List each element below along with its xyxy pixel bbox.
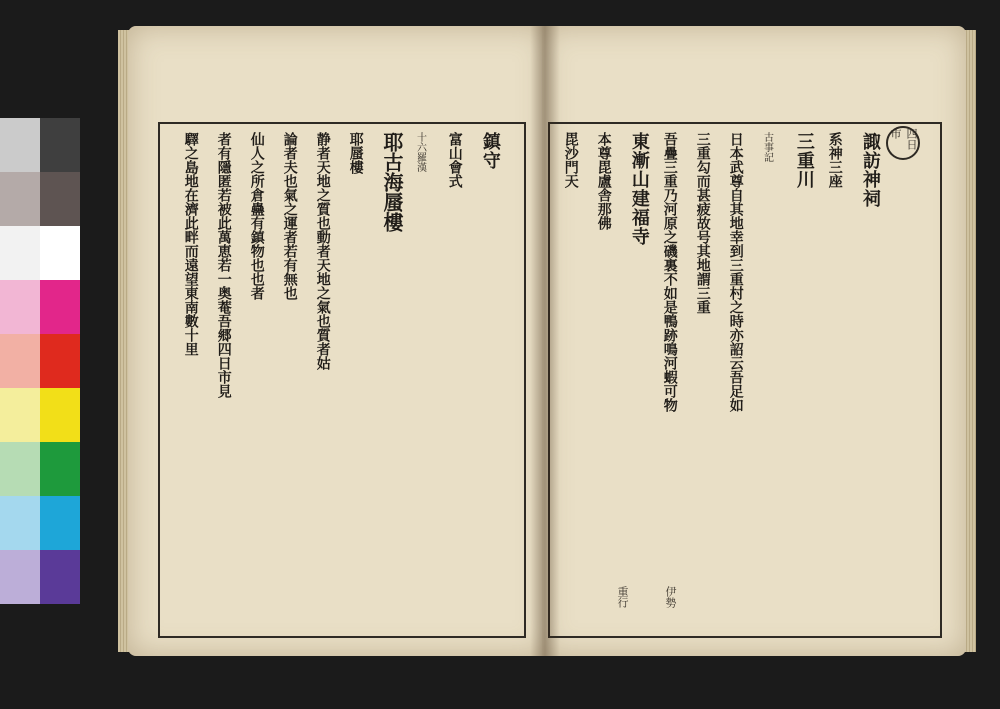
left-page-text-column: 静者天地之質也動者天地之氣也質者姑 (314, 132, 331, 370)
book-gutter (530, 26, 560, 656)
right-page-text-column: 吾疊三重乃河原之磯裏不如是鴨跡鳴河蝦可物 (661, 132, 678, 412)
color-swatch (40, 226, 80, 280)
left-page-text-column: 仙人之所倉蠱有鎮物也也者 (248, 132, 265, 300)
left-page (128, 26, 548, 656)
right-page-text-column: 東漸山建福寺 (628, 132, 650, 246)
color-swatch (40, 118, 80, 172)
left-page-text-column: 富山會式 (446, 132, 463, 188)
right-page-text-column: 本尊毘盧舎那佛 (595, 132, 612, 230)
color-swatch (40, 280, 80, 334)
color-swatch (40, 496, 80, 550)
color-swatch (0, 172, 40, 226)
color-checker (0, 118, 80, 608)
annotation-1: 伊勢 (664, 586, 677, 608)
left-page-text-column: 耶古海蜃樓 (380, 132, 404, 232)
left-page-text-column: 者有隱匿若被此萬恵若一奥菴吾郷四日市見 (215, 132, 232, 398)
color-swatch (0, 442, 40, 496)
color-swatch (40, 334, 80, 388)
left-page-text-column: 鎮守 (479, 132, 501, 170)
right-page (542, 26, 966, 656)
color-swatch (40, 388, 80, 442)
left-page-text-column: 驛之島地在濟此畔而遠望東南數十里 (182, 132, 199, 356)
color-swatch (0, 118, 40, 172)
annotation-2: 重行 (616, 586, 629, 608)
medallion-text: 四日市 (889, 128, 918, 150)
color-swatch (40, 172, 80, 226)
place-medallion (886, 126, 920, 160)
color-swatch (0, 334, 40, 388)
color-swatch (0, 226, 40, 280)
open-book (118, 18, 974, 668)
right-page-text-column: 日本武尊自其地幸到三重村之時亦詔云吾足如 (727, 132, 744, 412)
color-swatch (0, 550, 40, 604)
color-swatch (0, 280, 40, 334)
color-swatch (40, 550, 80, 604)
right-page-text-column: 三重勾而甚疲故号其地謂三重 (694, 132, 711, 314)
right-page-text-column: 古事記 (761, 132, 773, 162)
right-page-text-column: 系神三座 (826, 132, 843, 188)
right-page-text-column: 三重川 (793, 132, 815, 189)
color-swatch (40, 442, 80, 496)
left-page-text-column: 耶蜃樓 (347, 132, 364, 174)
right-page-text-column: 諏訪神祠 (859, 132, 881, 208)
left-page-text-column: 論者夫也氣之運者若有無也 (281, 132, 298, 300)
color-swatch (0, 496, 40, 550)
right-page-text-column: 毘沙門天 (562, 132, 579, 188)
left-page-frame (158, 122, 526, 638)
left-page-text-column: 十六羅漢 (414, 132, 426, 172)
color-swatch (0, 388, 40, 442)
